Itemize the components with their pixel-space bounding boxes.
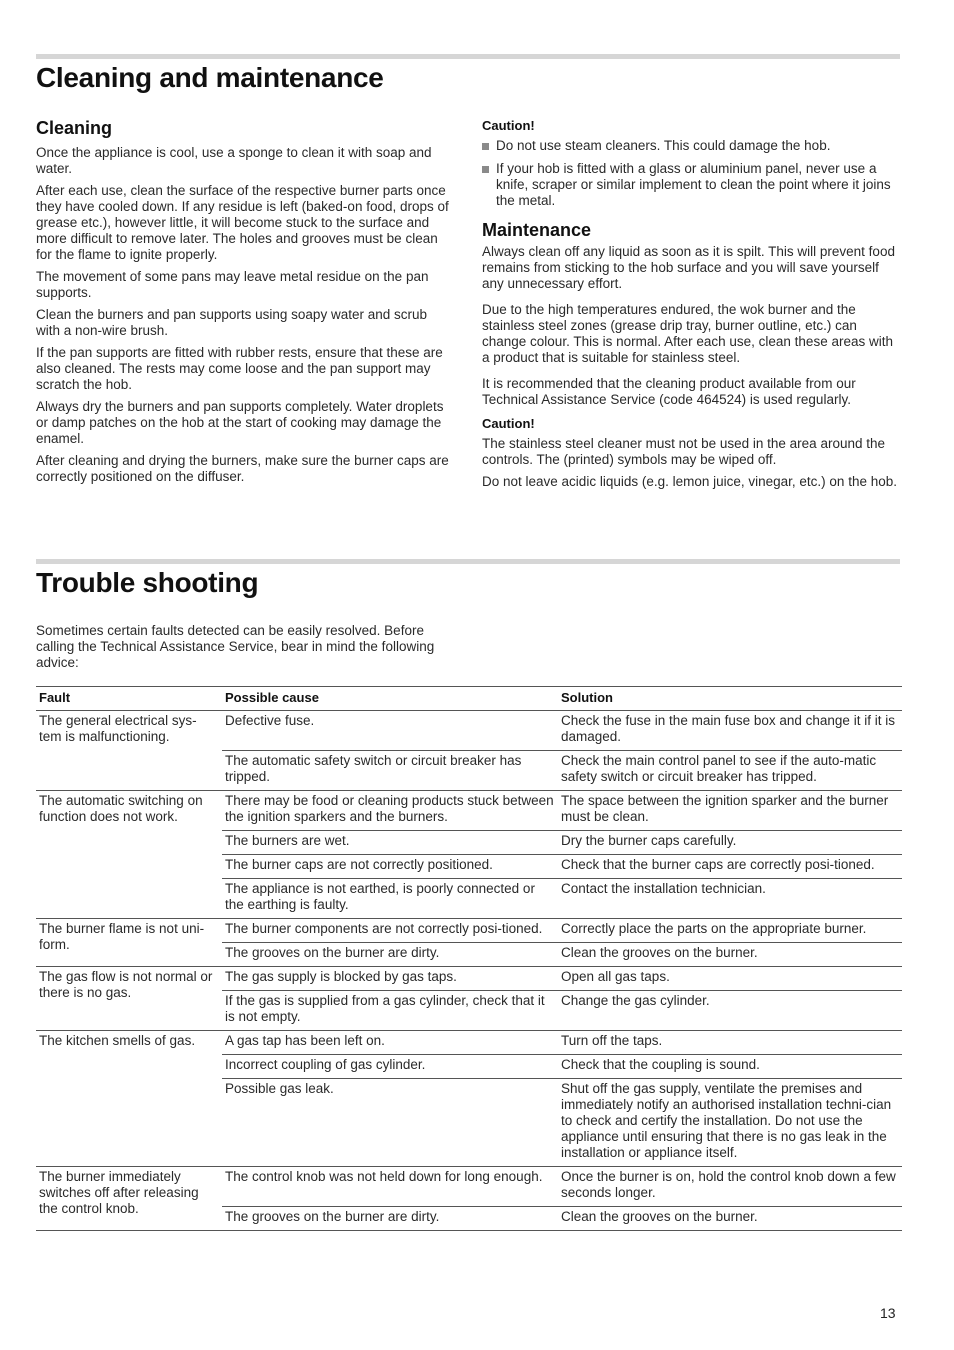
cause-cell: Incorrect coupling of gas cylinder. [222,1055,558,1079]
column-header-solution: Solution [558,687,902,711]
fault-cell: The burner immediately switches off after releasing the control knob. [36,1167,222,1231]
column-header-fault: Fault [36,687,222,711]
caution-label: Caution! [482,416,535,431]
cause-cell: The grooves on the burner are dirty. [222,943,558,967]
left-column [36,117,454,491]
cause-cell: If the gas is supplied from a gas cylinder, check that it is not empty. [222,991,558,1031]
solution-cell: Clean the grooves on the burner. [558,1207,902,1231]
table-row [36,1167,902,1207]
column-header-cause: Possible cause [222,687,558,711]
solution-cell: Shut off the gas supply, ventilate the premises and immediately notify an authorised installation techni-cian to check and certify the installation. Do not use the appliance until ensuring that there is no gas leak in the installation or appliance itself. [558,1079,902,1167]
list-item: If your hob is fitted with a glass or aluminium panel, never use a knife, scraper or similar implement to clean the point where it joins the metal. [482,161,900,209]
paragraph: After cleaning and drying the burners, make sure the burner caps are correctly positioned on the diffuser. [36,453,449,484]
solution-cell: Correctly place the parts on the appropriate burner. [558,919,902,943]
solution-cell: Check that the coupling is sound. [558,1055,902,1079]
solution-cell: Once the burner is on, hold the control knob down a few seconds longer. [558,1167,902,1207]
section-title-trouble-shooting: Trouble shooting [36,567,259,598]
heading-cleaning: Cleaning [36,118,113,138]
cause-cell: The burners are wet. [222,831,558,855]
paragraph: If the pan supports are fitted with rubber rests, ensure that these are also cleaned. The rests may come loose and the pan support may scratch the hob. [36,345,443,392]
cause-cell: The automatic safety switch or circuit breaker has tripped. [222,751,558,791]
cause-cell: A gas tap has been left on. [222,1031,558,1055]
paragraph: The movement of some pans may leave metal residue on the pan supports. [36,269,429,300]
table-row [36,791,902,831]
paragraph: Due to the high temperatures endured, the wok burner and the stainless steel zones (grease drip tray, burner outline, etc.) can change colour. This is normal. After each use, clean these areas with a product that is suitable for stainless steel. [482,302,893,365]
fault-cell: The automatic switching on function does not work. [36,791,222,919]
right-column [482,118,900,496]
page-number: 13 [880,1305,896,1321]
table-row [36,1031,902,1055]
paragraph: Always clean off any liquid as soon as it is spilt. This will prevent food remains from sticking to the hob surface and you will save yourself any unnecessary effort. [482,244,895,291]
solution-cell: Turn off the taps. [558,1031,902,1055]
trouble-shooting-table [36,686,902,1231]
cause-cell: The burner caps are not correctly positioned. [222,855,558,879]
heading-maintenance: Maintenance [482,220,592,240]
cause-cell: Defective fuse. [222,711,558,751]
paragraph: The stainless steel cleaner must not be used in the area around the controls. The (printed) symbols may be wiped off. [482,436,885,467]
cause-cell: The appliance is not earthed, is poorly connected or the earthing is faulty. [222,879,558,919]
fault-cell: The gas flow is not normal or there is no gas. [36,967,222,1031]
caution-list [482,138,900,209]
paragraph: Sometimes certain faults detected can be easily resolved. Before calling the Technical Assistance Service, bear in mind the following advice: [36,623,435,670]
table-row [36,711,902,751]
cause-cell: The grooves on the burner are dirty. [222,1207,558,1231]
paragraph: Always dry the burners and pan supports completely. Water droplets or damp patches on the hob at the start of cooking may damage the enamel. [36,399,444,446]
section-divider-top [36,54,900,59]
paragraph: Clean the burners and pan supports using soapy water and scrub with a non-wire brush. [36,307,427,338]
square-bullet-icon [482,166,489,173]
solution-cell: Check the fuse in the main fuse box and change it if it is damaged. [558,711,902,751]
solution-cell: Change the gas cylinder. [558,991,902,1031]
section-divider-trouble [36,559,900,564]
table-row [36,967,902,991]
caution-label: Caution! [482,118,535,133]
solution-cell: Check that the burner caps are correctly posi-tioned. [558,855,902,879]
solution-cell: Dry the burner caps carefully. [558,831,902,855]
paragraph: After each use, clean the surface of the respective burner parts once they have cooled down. If any residue is left (baked-on food, drops of grease etc.), however little, it will become stuck to the surface and more difficult to remove later. The holes and grooves must be clean for the flame to ignite properly. [36,183,449,262]
cause-cell: There may be food or cleaning products stuck between the ignition sparkers and the burners. [222,791,558,831]
fault-cell: The general electrical sys-tem is malfunctioning. [36,711,222,791]
fault-cell: The kitchen smells of gas. [36,1031,222,1167]
table-header-row [36,687,902,711]
solution-cell: The space between the ignition sparker and the burner must be clean. [558,791,902,831]
paragraph: Once the appliance is cool, use a sponge to clean it with soap and water. [36,145,432,176]
solution-cell: Open all gas taps. [558,967,902,991]
solution-cell: Contact the installation technician. [558,879,902,919]
table-row [36,919,902,943]
cause-cell: Possible gas leak. [222,1079,558,1167]
trouble-intro [36,623,456,677]
paragraph: Do not leave acidic liquids (e.g. lemon juice, vinegar, etc.) on the hob. [482,474,897,489]
square-bullet-icon [482,143,489,150]
cause-cell: The control knob was not held down for long enough. [222,1167,558,1207]
fault-cell: The burner flame is not uni-form. [36,919,222,967]
solution-cell: Check the main control panel to see if the auto-matic safety switch or circuit breaker has tripped. [558,751,902,791]
section-title-cleaning-maintenance: Cleaning and maintenance [36,62,384,93]
solution-cell: Clean the grooves on the burner. [558,943,902,967]
cause-cell: The burner components are not correctly posi-tioned. [222,919,558,943]
list-item: Do not use steam cleaners. This could damage the hob. [482,138,900,154]
cause-cell: The gas supply is blocked by gas taps. [222,967,558,991]
paragraph: It is recommended that the cleaning product available from our Technical Assistance Service (code 464524) is used regularly. [482,376,856,407]
